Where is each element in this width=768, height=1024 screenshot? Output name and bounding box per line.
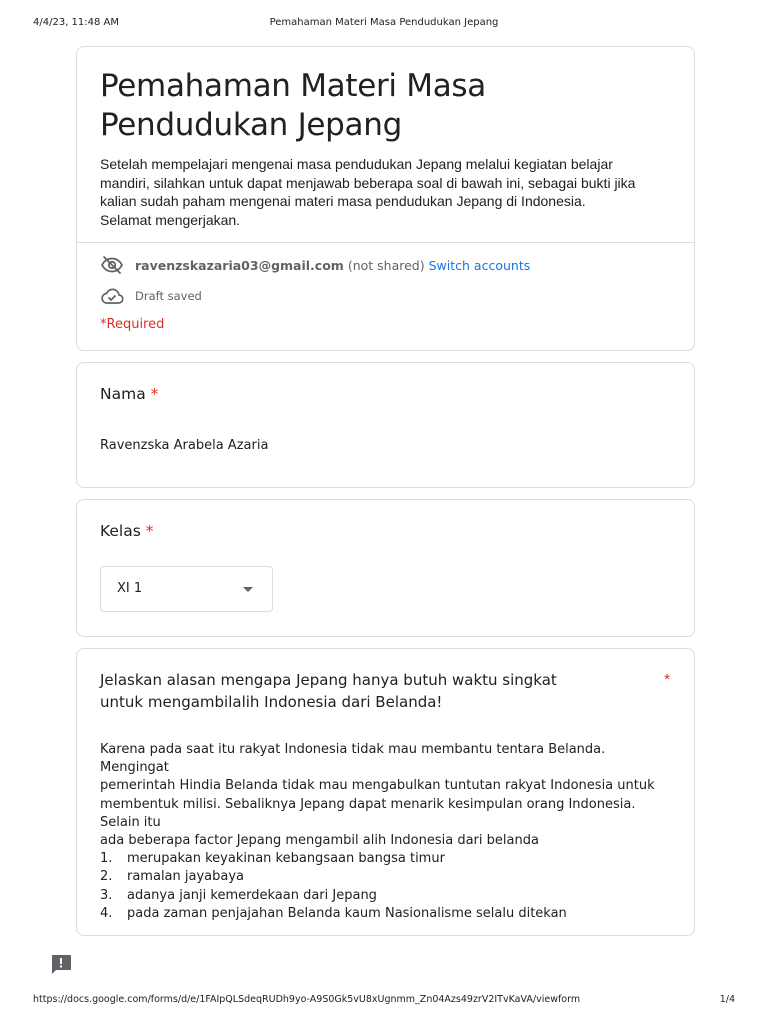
account-email: ravenzskazaria03@gmail.com <box>135 257 344 273</box>
draft-status-row <box>100 285 202 307</box>
cloud-check-icon <box>100 286 124 306</box>
feedback-icon[interactable] <box>50 954 72 974</box>
answer-line: pemerintah Hindia Belanda tidak mau mengabulkan tuntutan rakyat Indonesia untuk <box>100 778 655 794</box>
answer-list-item <box>100 887 675 905</box>
essay-question-text: Jelaskan alasan mengapa Jepang hanya butuh waktu singkat untuk mengambilalih Indonesia dari Belanda! <box>100 671 557 711</box>
list-text: merupakan keyakinan kebangsaan bangsa timur <box>127 851 445 867</box>
switch-accounts-link[interactable]: Switch accounts <box>428 257 531 273</box>
print-doc-title: Pemahaman Materi Masa Pendudukan Jepang <box>269 17 499 28</box>
required-star: * <box>145 522 154 540</box>
description-line: mandiri, silahkan untuk dapat menjawab beberapa soal di bawah ini, sebagai bukti jika <box>100 174 636 191</box>
list-text: pada zaman penjajahan Belanda kaum Nasionalisme selalu ditekan <box>127 905 567 921</box>
question-label-text: Nama <box>100 385 146 403</box>
kelas-selected-value: XI 1 <box>117 581 143 596</box>
description-line: Setelah mempelajari mengenai masa pendudukan Jepang melalui kegiatan belajar <box>100 156 613 172</box>
description-line: Selamat mengerjakan. <box>100 211 241 228</box>
answer-list-item <box>100 868 675 886</box>
required-star: * <box>150 385 159 403</box>
list-number: 1. <box>100 851 113 867</box>
question-card-nama <box>76 362 695 488</box>
list-number: 2. <box>100 869 113 885</box>
required-note: *Required <box>100 317 165 332</box>
list-text: adanya janji kemerdekaan dari Jepang <box>127 887 377 903</box>
dropdown-arrow-icon <box>243 587 253 592</box>
question-card-kelas <box>76 499 695 637</box>
list-number: 4. <box>100 905 113 921</box>
kelas-dropdown[interactable] <box>100 566 273 612</box>
form-header-card <box>76 46 695 351</box>
question-label <box>100 522 154 540</box>
header-divider <box>77 242 694 243</box>
answer-list-item <box>100 905 675 923</box>
print-url: https://docs.google.com/forms/d/e/1FAIpQLSdeqRUDh9yo-A9S0Gk5vU8xUgnmm_Zn04Azs49zrV2ITvKaVA/viewform <box>33 994 581 1005</box>
answer-list <box>100 850 675 923</box>
not-shared-label: (not shared) <box>347 257 425 273</box>
eye-off-icon <box>100 253 124 277</box>
answer-line: ada beberapa factor Jepang mengambil alih Indonesia dari belanda <box>100 833 539 849</box>
required-star: * <box>664 671 670 688</box>
print-date: 4/4/23, 11:48 AM <box>33 17 120 28</box>
list-text: ramalan jayabaya <box>127 869 245 885</box>
list-number: 3. <box>100 887 113 903</box>
form-title: Pemahaman Materi Masa Pendudukan Jepang <box>100 68 486 143</box>
answer-list-item <box>100 850 675 868</box>
question-label-text: Kelas <box>100 522 141 540</box>
print-page-number: 1/4 <box>719 994 735 1005</box>
account-row <box>100 253 530 277</box>
essay-answer-field[interactable] <box>100 741 675 923</box>
nama-answer-field[interactable]: Ravenzska Arabela Azaria <box>100 438 269 453</box>
draft-status-label: Draft saved <box>135 289 202 303</box>
description-line: kalian sudah paham mengenai materi masa pendudukan Jepang di Indonesia. <box>100 193 586 209</box>
answer-line: Karena pada saat itu rakyat Indonesia tidak mau membantu tentara Belanda. Mengingat <box>100 742 606 776</box>
question-label <box>100 385 158 403</box>
question-card-essay <box>76 648 695 936</box>
form-description <box>100 155 660 229</box>
answer-line: membentuk milisi. Sebaliknya Jepang dapat menarik kesimpulan orang Indonesia. Selain itu <box>100 796 636 830</box>
